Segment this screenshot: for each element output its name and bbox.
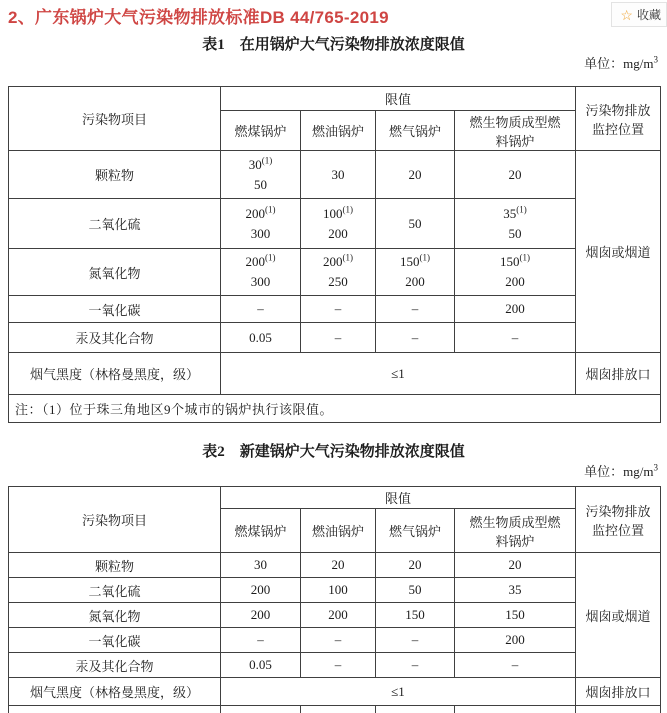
pollutant-cell: 汞及其化合物: [9, 653, 221, 678]
value-cell: 150: [376, 603, 455, 628]
table1-in-use-boiler-limits: [8, 86, 661, 423]
value-cell: 100: [301, 578, 376, 603]
value-cell: 0.05: [221, 653, 301, 678]
pollutant-cell: 烟气黑度（林格曼黑度，级）: [9, 678, 221, 706]
table-row: [9, 323, 661, 353]
header-pollutant: 污染物项目: [9, 87, 221, 151]
value-cell: 30: [221, 553, 301, 578]
value-cell: 35: [455, 578, 576, 603]
note-row: [9, 395, 661, 423]
value-cell: –: [301, 628, 376, 653]
header-gas-boiler: 燃气锅炉: [376, 111, 455, 151]
table-row: [9, 199, 661, 249]
table2-new-boiler-limits: [8, 486, 661, 713]
pollutant-cell: 氮氧化物: [9, 249, 221, 296]
header-oil-boiler: 燃油锅炉: [301, 111, 376, 151]
value-cell: 50: [376, 578, 455, 603]
note-text: 注：（1）位于珠三角地区9个城市的锅炉执行该限值。: [9, 395, 661, 423]
smoke-blackness-row: [9, 353, 661, 395]
header-pollutant: 污染物项目: [9, 487, 221, 553]
value-cell: 150$^{(1)}$ 200: [455, 249, 576, 296]
page-title: 2、广东锅炉大气污染物排放标准DB 44/765-2019: [8, 8, 389, 27]
value-cell: –: [376, 296, 455, 323]
value-cell: 100$^{(1)}$ 200: [301, 199, 376, 249]
value-cell: 30$^{(1)}$ 50: [221, 151, 301, 199]
table-cell: [9, 706, 221, 713]
header-limit: 限值: [221, 487, 576, 509]
monitor-cell: 烟囱排放口: [576, 678, 661, 706]
value-cell: 150$^{(1)}$ 200: [376, 249, 455, 296]
pollutant-cell: 烟气黑度（林格曼黑度，级）: [9, 353, 221, 395]
value-cell: –: [301, 296, 376, 323]
value-cell: 20: [301, 553, 376, 578]
pollutant-cell: 二氧化硫: [9, 199, 221, 249]
table-row: [9, 296, 661, 323]
value-cell: 200: [301, 603, 376, 628]
header-biomass-boiler: 燃生物质成型燃料锅炉: [455, 509, 576, 553]
table-row: [9, 249, 661, 296]
value-cell: –: [455, 323, 576, 353]
table-row: [9, 653, 661, 678]
pollutant-cell: 氮氧化物: [9, 603, 221, 628]
table1-caption: 表1 在用锅炉大气污染物排放浓度限值: [202, 37, 465, 53]
value-cell: 200$^{(1)}$ 300: [221, 199, 301, 249]
value-cell: 50: [376, 199, 455, 249]
table-cell: [576, 706, 661, 713]
value-cell: –: [221, 628, 301, 653]
value-cell: 20: [455, 553, 576, 578]
table2-unit: 单位：$mg/m^3$: [584, 462, 658, 479]
value-cell: 35$^{(1)}$ 50: [455, 199, 576, 249]
value-cell: 200: [221, 578, 301, 603]
monitor-merged-cell: 烟囱或烟道: [576, 151, 661, 353]
smoke-blackness-row: [9, 678, 661, 706]
header-monitor-location: 污染物排放监控位置: [576, 87, 661, 151]
table-row: [9, 151, 661, 199]
value-cell: 200$^{(1)}$ 300: [221, 249, 301, 296]
header-oil-boiler: 燃油锅炉: [301, 509, 376, 553]
table-cell: [221, 706, 301, 713]
value-cell: –: [376, 323, 455, 353]
value-cell: 0.05: [221, 323, 301, 353]
header-gas-boiler: 燃气锅炉: [376, 509, 455, 553]
monitor-cell: 烟囱排放口: [576, 353, 661, 395]
header-biomass-boiler: 燃生物质成型燃料锅炉: [455, 111, 576, 151]
table-row: [9, 578, 661, 603]
value-cell: –: [376, 653, 455, 678]
value-cell: –: [301, 323, 376, 353]
value-cell: ≤1: [221, 353, 576, 395]
pollutant-cell: 一氧化碳: [9, 296, 221, 323]
value-cell: 20: [455, 151, 576, 199]
table2-caption: 表2 新建锅炉大气污染物排放浓度限值: [202, 444, 465, 460]
favorite-label: 收藏: [636, 8, 661, 22]
header-coal-boiler: 燃煤锅炉: [221, 509, 301, 553]
pollutant-cell: 颗粒物: [9, 553, 221, 578]
value-cell: –: [376, 628, 455, 653]
value-cell: –: [301, 653, 376, 678]
value-cell: 200: [455, 628, 576, 653]
header-limit: 限值: [221, 87, 576, 111]
pollutant-cell: 汞及其化合物: [9, 323, 221, 353]
value-cell: 30: [301, 151, 376, 199]
value-cell: 200$^{(1)}$ 250: [301, 249, 376, 296]
table-cell: [455, 706, 576, 713]
value-cell: 20: [376, 151, 455, 199]
pollutant-cell: 二氧化硫: [9, 578, 221, 603]
value-cell: 200: [221, 603, 301, 628]
value-cell: 20: [376, 553, 455, 578]
value-cell: 150: [455, 603, 576, 628]
cutoff-row: [9, 706, 661, 713]
pollutant-cell: 一氧化碳: [9, 628, 221, 653]
table1-unit: 单位：$mg/m^3$: [584, 54, 658, 71]
pollutant-cell: 颗粒物: [9, 151, 221, 199]
value-cell: ≤1: [221, 678, 576, 706]
star-icon: ☆: [620, 6, 633, 23]
value-cell: 200: [455, 296, 576, 323]
value-cell: –: [221, 296, 301, 323]
header-monitor-location: 污染物排放监控位置: [576, 487, 661, 553]
favorite-button[interactable]: [611, 2, 667, 27]
table-row: [9, 603, 661, 628]
table-header-row: [9, 487, 661, 509]
monitor-merged-cell: 烟囱或烟道: [576, 553, 661, 678]
value-cell: –: [455, 653, 576, 678]
header-coal-boiler: 燃煤锅炉: [221, 111, 301, 151]
table-cell: [376, 706, 455, 713]
table-row: [9, 553, 661, 578]
table-row: [9, 628, 661, 653]
table-cell: [301, 706, 376, 713]
table-header-row: [9, 87, 661, 111]
